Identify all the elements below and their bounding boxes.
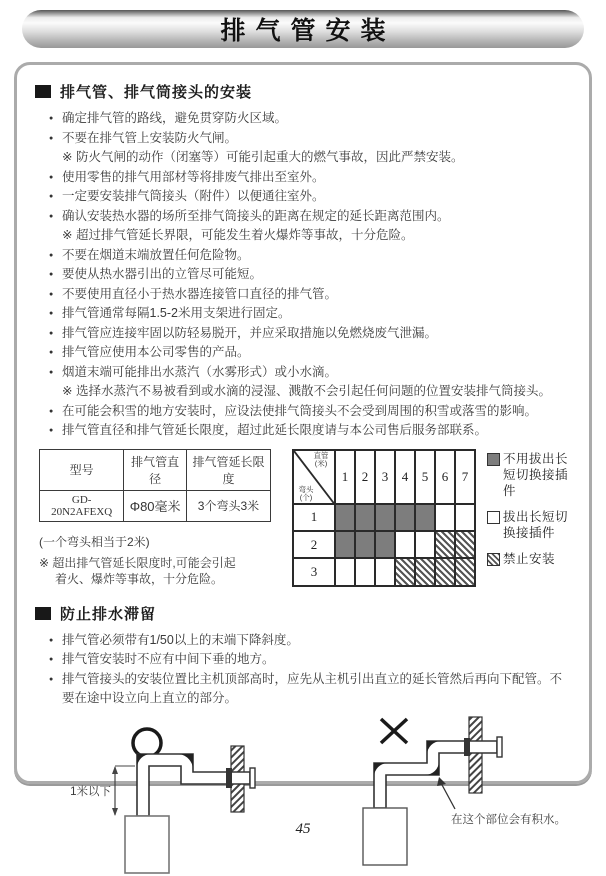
extension-limit-grid [292, 449, 476, 587]
wall-flange [464, 738, 470, 756]
wall-flange [226, 768, 232, 788]
note-item: ※ 超过排气管延长界限，可能发生着火爆炸等事故，十分危险。 [62, 228, 414, 242]
spec-table-block [39, 449, 281, 587]
grid-cell-solid [355, 531, 375, 558]
bad-piping-diagram [319, 713, 574, 876]
arrowhead [112, 766, 118, 774]
spec-note-3: 着火、爆炸等事故，十分危险。 [55, 571, 224, 586]
grid-cell-hatch [435, 531, 455, 558]
bullet-item: ● 确定排气管的路线，避免贯穿防火区域。 [49, 109, 573, 129]
grid-cell-solid [395, 504, 415, 531]
grid-cell-solid [415, 504, 435, 531]
grid-corner-cell [293, 450, 335, 504]
page-title-banner [22, 10, 584, 48]
grid-cell-hatch [395, 558, 415, 585]
grid-cell-hatch [415, 558, 435, 585]
annotation-arrow [441, 783, 455, 809]
grid-cell-solid [335, 531, 355, 558]
bullet-item: ● 排气管应使用本公司零售的产品。 [49, 343, 573, 363]
grid-cell-blank [395, 531, 415, 558]
grid-cell-solid [335, 504, 355, 531]
bullet-item: ● 排气管通常每隔1.5-2米用支架进行固定。 [49, 304, 573, 324]
grid-column-header: 5 [415, 450, 435, 504]
spec-row [39, 449, 573, 587]
pipe-end-cap [250, 768, 255, 788]
bullet-item: ● 排气管接头的安装位置比主机顶部高时，应先从主机引出直立的延长管然后再向下配管。不要在途中设立向上直立的部分。 [49, 670, 573, 709]
bad-annotation: 在这个部位会有积水。 [450, 813, 566, 826]
legend-item [487, 509, 573, 541]
grid-axis-elbows: 弯头(个) [298, 484, 314, 502]
good-circle-icon [133, 729, 161, 757]
bullet-item: ● 排气管直径和排气管延长限度，超过此延长限度请与本公司售后服务部联系。 [49, 421, 573, 441]
wall [469, 717, 482, 793]
bullet-item: ● 确认安装热水器的场所至排气筒接头的距离在规定的延长距离范围内。 [49, 207, 573, 227]
spec-table [39, 449, 271, 522]
section2-title: 防止排水滞留 [60, 605, 157, 623]
content-box [14, 62, 592, 826]
grid-column-header: 1 [335, 450, 355, 504]
grid-cell-blank [375, 558, 395, 585]
spec-table-cell: Φ80毫米 [124, 490, 187, 521]
bullet-item: ● 排气管安装时不应有中间下垂的地方。 [49, 650, 573, 670]
grid-column-header: 7 [455, 450, 475, 504]
grid-row-header: 2 [293, 531, 335, 558]
section1-heading [35, 81, 573, 102]
bullet-item: ● 使用零售的排气用部材等将排废气排出至室外。 [49, 168, 573, 188]
section-marker-icon [35, 607, 51, 620]
piping-diagrams [35, 713, 573, 876]
grid-cell-blank [415, 531, 435, 558]
grid-cell-blank [455, 504, 475, 531]
grid-column-header: 4 [395, 450, 415, 504]
grid-cell-hatch [455, 531, 475, 558]
pipe-end-cap [497, 737, 502, 757]
good-piping-diagram [35, 726, 285, 876]
grid-cell-blank [355, 558, 375, 585]
legend-label: 拔出长短切换接插件 [503, 509, 569, 540]
grid-column-header: 2 [355, 450, 375, 504]
grid-axis-straight-pipe: 直管(米) [313, 450, 329, 468]
page-number: 45 [295, 821, 311, 837]
spec-table-header: 排气管延长限度 [186, 449, 270, 490]
dimension-label: 1米以下 [69, 785, 111, 798]
legend-item [487, 451, 573, 499]
section2-bullet-list [49, 631, 573, 709]
grid-cell-solid [375, 531, 395, 558]
grid-cell-solid [375, 504, 395, 531]
note-item: ※ 选择水蒸汽不易被看到或水滴的浸湿、溅散不会引起任何问题的位置安装排气筒接头。 [62, 384, 551, 398]
note-item: ※ 防火气闸的动作（闭塞等）可能引起重大的燃气事故，因此严禁安装。 [62, 150, 464, 164]
legend-swatch-blank-icon [487, 511, 500, 524]
spec-table-header: 型号 [40, 449, 124, 490]
legend-swatch-solid-icon [487, 453, 500, 466]
bullet-item: ● 一定要安装排气筒接头（附件）以便通往室外。 [49, 187, 573, 207]
section1-bullet-list [49, 109, 573, 441]
legend-label: 禁止安装 [503, 551, 556, 566]
bullet-item: ● 排气管必须带有1/50以上的末端下降斜度。 [49, 631, 573, 651]
grid-cell-blank [335, 558, 355, 585]
grid-legend [487, 449, 573, 587]
spec-table-header: 排气管直径 [124, 449, 187, 490]
bullet-item: ● 排气管应连接牢固以防轻易脱开，并应采取措施以免燃烧废气泄漏。 [49, 324, 573, 344]
spec-table-cell: 3个弯头3米 [186, 490, 270, 521]
legend-item [487, 551, 573, 567]
grid-cell-hatch [455, 558, 475, 585]
spec-notes [39, 534, 281, 587]
grid-column-header: 6 [435, 450, 455, 504]
page-title: 排气管安装 [220, 17, 396, 45]
arrowhead [437, 777, 446, 786]
grid-column-header: 3 [375, 450, 395, 504]
section-marker-icon [35, 85, 51, 98]
bullet-item: ● 要使从热水器引出的立管尽可能短。 [49, 265, 573, 285]
grid-row-header: 3 [293, 558, 335, 585]
bullet-item: ● 在可能会积雪的地方安装时，应设法使排气筒接头不会受到周围的积雪或落雪的影响。 [49, 402, 573, 422]
spec-table-cell: GD-20N2AFEXQ [40, 490, 124, 521]
section2-heading [35, 603, 573, 624]
grid-cell-hatch [435, 558, 455, 585]
bullet-item: ● 烟道末端可能排出水蒸汽（水雾形式）或小水滴。 [49, 363, 573, 383]
arrowhead [112, 808, 118, 816]
legend-swatch-hatch-icon [487, 553, 500, 566]
grid-cell-solid [355, 504, 375, 531]
bullet-item: ● 不要使用直径小于热水器连接管口直径的排气管。 [49, 285, 573, 305]
spec-note-2: ※ 超出排气管延长限度时,可能会引起 [39, 555, 236, 570]
section1-title: 排气管、排气筒接头的安装 [60, 84, 253, 101]
spec-note-1: (一个弯头相当于2米) [39, 534, 150, 549]
grid-row-header: 1 [293, 504, 335, 531]
legend-label: 不用拔出长短切换接插件 [503, 451, 569, 498]
grid-cell-blank [435, 504, 455, 531]
bullet-item: ● 不要在烟道末端放置任何危险物。 [49, 246, 573, 266]
bullet-item: ● 不要在排气管上安装防火气闸。 [49, 129, 573, 149]
